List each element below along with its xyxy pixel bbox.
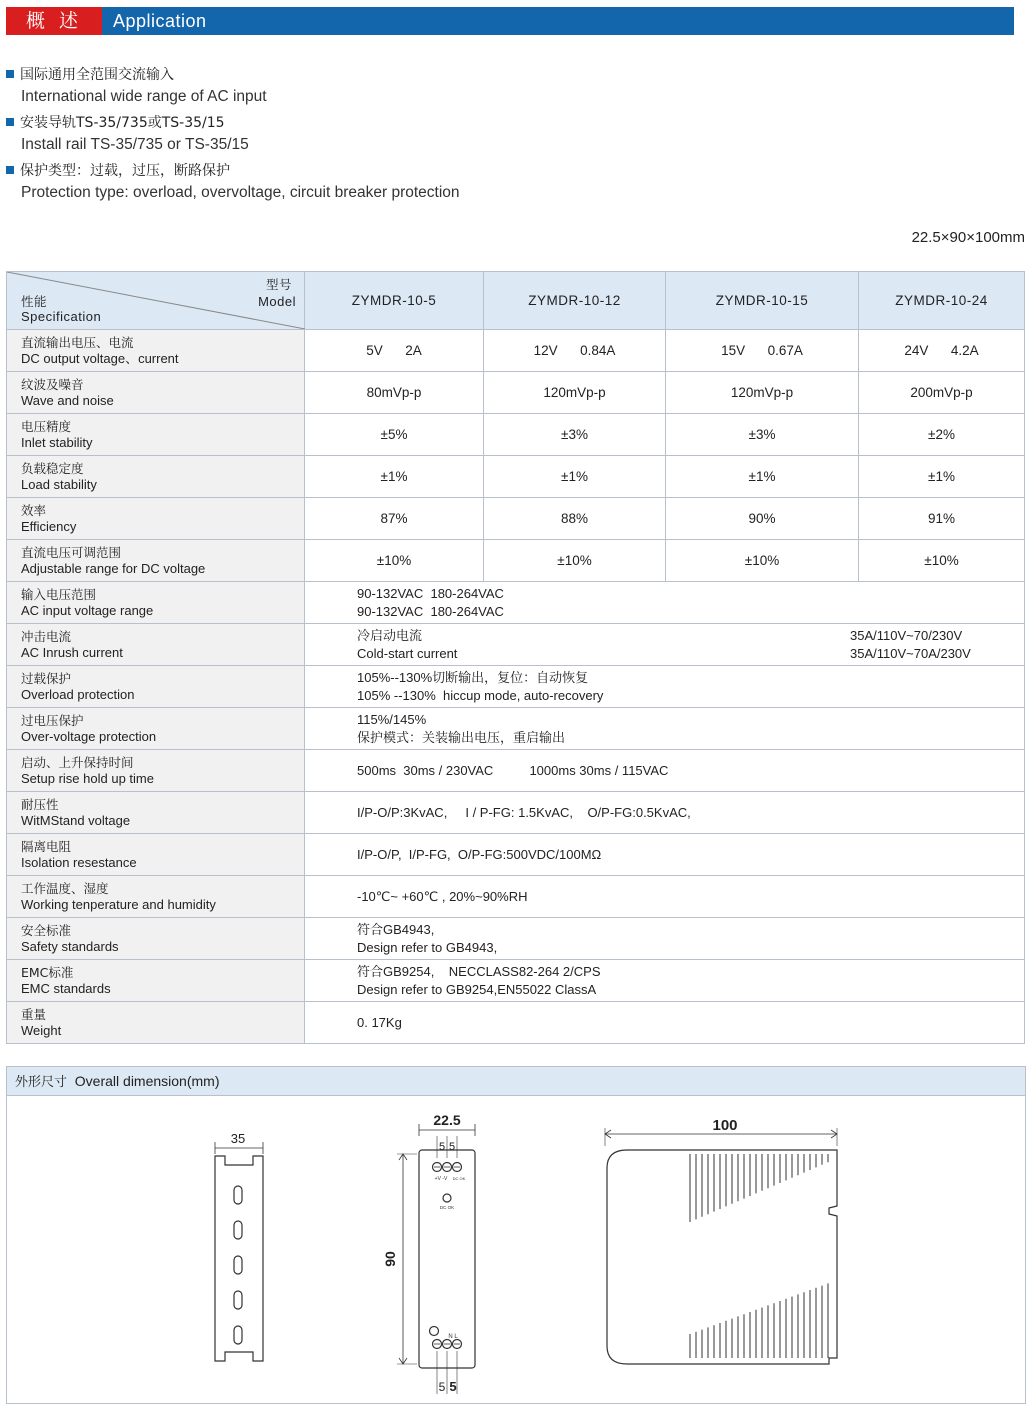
row-label: 冲击电流 AC Inrush current <box>7 624 305 666</box>
table-row <box>7 708 1025 750</box>
table-cell: 80mVp-p <box>305 372 484 414</box>
input-terminal-label: N L <box>448 1334 458 1340</box>
table-cell: 0. 17Kg <box>305 1002 1025 1044</box>
row-label: 负载稳定度 Load stability <box>7 456 305 498</box>
dimension-drawing <box>7 1096 1025 1402</box>
table-cell: 88% <box>484 498 666 540</box>
table-cell: ±10% <box>666 540 859 582</box>
table-row <box>7 1002 1025 1044</box>
bullet-icon <box>6 70 14 78</box>
table-cell: 12V 0.84A <box>484 330 666 372</box>
table-cell: 500ms 30ms / 230VAC 1000ms 30ms / 115VAC <box>305 750 1025 792</box>
table-row <box>7 960 1025 1002</box>
dimensions-text: 22.5×90×100mm <box>911 229 1025 246</box>
corner-cell: 型号 Model 性能 Specification <box>7 272 305 330</box>
table-cell: 87% <box>305 498 484 540</box>
table-row <box>7 582 1025 624</box>
table-cell: ±1% <box>484 456 666 498</box>
row-label: 隔离电阻 Isolation resestance <box>7 834 305 876</box>
spacing-label: 5 <box>438 1380 446 1394</box>
table-cell: ±2% <box>859 414 1025 456</box>
table-cell: 15V 0.67A <box>666 330 859 372</box>
spacing-label: 5 <box>449 1379 457 1394</box>
side-length-label: 100 <box>712 1117 738 1134</box>
row-label: 效率 Efficiency <box>7 498 305 540</box>
front-view-drawing <box>397 1124 475 1394</box>
row-label: 输入电压范围 AC input voltage range <box>7 582 305 624</box>
row-label: 纹波及噪音 Wave and noise <box>7 372 305 414</box>
table-cell: 120mVp-p <box>484 372 666 414</box>
feature-item: 国际通用全范围交流输入 International wide range of AC input <box>6 64 267 108</box>
table-cell: 符合GB9254, NECCLASS82-264 2/CPS Design refer to GB9254,EN55022 ClassA <box>305 960 1025 1002</box>
bullet-icon <box>6 166 14 174</box>
table-cell: 5V 2A <box>305 330 484 372</box>
table-row <box>7 414 1025 456</box>
table-cell: 90-132VAC 180-264VAC 90-132VAC 180-264VAC <box>305 582 1025 624</box>
dc-label: DC OK <box>452 1176 466 1181</box>
table-row <box>7 624 1025 666</box>
spec-table <box>6 271 1025 1044</box>
row-label: 重量 Weight <box>7 1002 305 1044</box>
table-cell: ±5% <box>305 414 484 456</box>
front-height-label: 90 <box>382 1251 398 1267</box>
table-cell: 91% <box>859 498 1025 540</box>
table-cell: ±1% <box>859 456 1025 498</box>
model-header: ZYMDR-10-24 <box>859 272 1025 330</box>
table-row <box>7 876 1025 918</box>
header-en: Application <box>113 11 207 31</box>
side-view-drawing <box>605 1128 837 1364</box>
table-row <box>7 666 1025 708</box>
dimension-section <box>6 1066 1026 1404</box>
section-header <box>6 7 1014 35</box>
header-cn: 概 述 <box>6 7 102 35</box>
table-cell: ±1% <box>666 456 859 498</box>
table-cell: I/P-O/P, I/P-FG, O/P-FG:500VDC/100MΩ <box>305 834 1025 876</box>
row-label: 直流电压可调范围 Adjustable range for DC voltage <box>7 540 305 582</box>
table-cell: 符合GB4943, Design refer to GB4943, <box>305 918 1025 960</box>
table-cell: 115%/145% 保护模式：关装输出电压，重启输出 <box>305 708 1025 750</box>
spacing-label: 5 <box>438 1141 446 1153</box>
row-label: 过电压保护 Over-voltage protection <box>7 708 305 750</box>
table-row <box>7 792 1025 834</box>
bullet-icon <box>6 118 14 126</box>
model-header: ZYMDR-10-5 <box>305 272 484 330</box>
row-label: 过载保护 Overload protection <box>7 666 305 708</box>
front-width-label: 22.5 <box>433 1112 461 1128</box>
row-label: EMC标准 EMC standards <box>7 960 305 1002</box>
table-cell: 105%--130%切断输出，复位：自动恢复 105% --130% hiccup mode, auto-recovery <box>305 666 1025 708</box>
spacing-label: 5 <box>448 1141 456 1153</box>
model-header: ZYMDR-10-12 <box>484 272 666 330</box>
model-header: ZYMDR-10-15 <box>666 272 859 330</box>
table-row <box>7 498 1025 540</box>
table-cell: 冷启动电流 35A/110V~70/230V Cold-start current 35A/110V~70A/230V <box>305 624 1025 666</box>
row-label: 电压精度 Inlet stability <box>7 414 305 456</box>
table-cell: 24V 4.2A <box>859 330 1025 372</box>
table-cell: I/P-O/P:3KvAC, I / P-FG: 1.5KvAC, O/P-FG:0.5KvAC, <box>305 792 1025 834</box>
row-label: 启动、上升保持时间 Setup rise hold up time <box>7 750 305 792</box>
table-cell: ±3% <box>666 414 859 456</box>
row-label: 工作温度、湿度 Working tenperature and humidity <box>7 876 305 918</box>
led-label: DC OK <box>439 1205 455 1210</box>
table-cell: ±1% <box>305 456 484 498</box>
row-label: 耐压性 WitMStand voltage <box>7 792 305 834</box>
rail-width-label: 35 <box>230 1131 246 1146</box>
table-cell: 120mVp-p <box>666 372 859 414</box>
table-cell: ±10% <box>859 540 1025 582</box>
table-row <box>7 540 1025 582</box>
feature-item: 保护类型：过载，过压，断路保护 Protection type: overload, overvoltage, circuit breaker protection <box>6 160 460 204</box>
row-label: 直流输出电压、电流 DC output voltage、current <box>7 330 305 372</box>
output-terminal-label: +V -V <box>434 1176 448 1182</box>
table-row <box>7 372 1025 414</box>
table-cell: 200mVp-p <box>859 372 1025 414</box>
din-rail-drawing <box>215 1142 263 1361</box>
table-row <box>7 456 1025 498</box>
table-row <box>7 834 1025 876</box>
table-cell: 90% <box>666 498 859 540</box>
table-cell: -10℃~ +60℃ , 20%~90%RH <box>305 876 1025 918</box>
table-row <box>7 330 1025 372</box>
table-row <box>7 750 1025 792</box>
dimension-title: 外形尺寸 Overall dimension(mm) <box>7 1067 1025 1096</box>
table-cell: ±3% <box>484 414 666 456</box>
feature-item: 安装导轨TS-35/735或TS-35/15 Install rail TS-35/735 or TS-35/15 <box>6 112 249 156</box>
row-label: 安全标准 Safety standards <box>7 918 305 960</box>
table-row <box>7 918 1025 960</box>
table-cell: ±10% <box>305 540 484 582</box>
table-cell: ±10% <box>484 540 666 582</box>
